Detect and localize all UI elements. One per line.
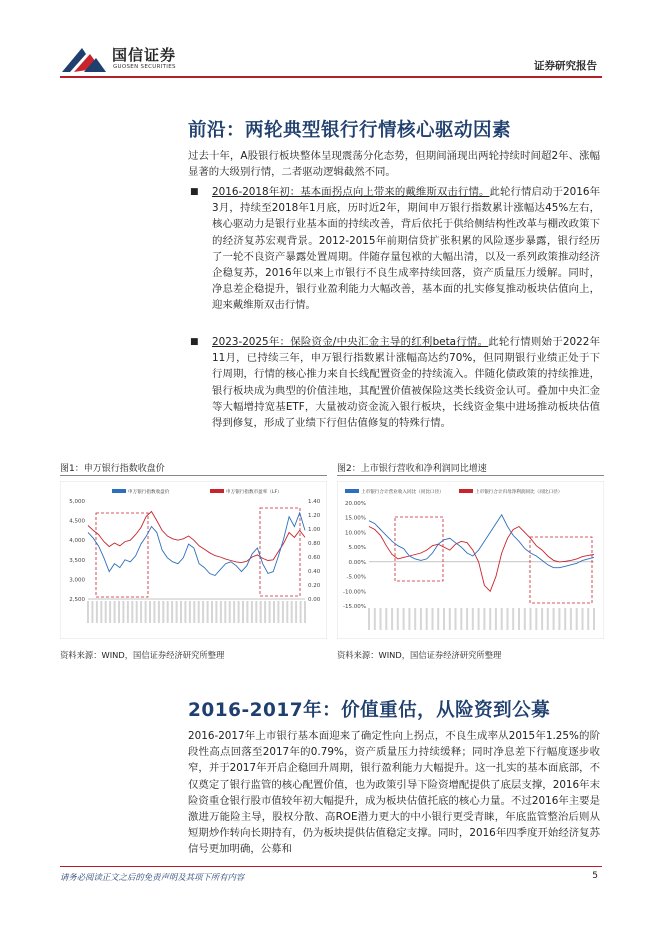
chart1-date-tick [211, 601, 213, 623]
chart2-date-tick [385, 608, 387, 630]
chart1-date-tick [122, 601, 124, 623]
bank-index-close-chart [60, 481, 327, 639]
bullet-body-2023-2025: 此轮行情则始于2022年11月，已持续三年，申万银行指数累计涨幅高达约70%，但同期银行业绩正处于下行周期，行情的核心推力来自长线配置资金的持续流入。伴随化债政策的持续推进，银行板块成为典型的价值洼地，其配置价值被保险这类长线资金认可。叠加中央汇金等大幅增持宽基ETF，大量被动资金流入银行板块，长线资金集中进场推动板块估值得到修复，形成了业绩下行但估值修复的特殊行情。 [212, 336, 600, 430]
chart2-date-tick [426, 608, 428, 630]
chart1-date-tick [158, 601, 160, 623]
bullet-lead-2016-2018: 2016-2018年初：基本面拐点向上带来的戴维斯双击行情。 [212, 186, 490, 198]
chart1-right-tick: 1.20 [308, 513, 321, 519]
chart1-date-tick [162, 601, 164, 623]
chart1-date-tick [260, 601, 262, 623]
chart1-date-tick [131, 601, 133, 623]
chart2-y-tick: 5.00% [348, 545, 366, 552]
chart2-date-tick [512, 608, 514, 630]
chart1-right-tick: 0.80 [308, 541, 321, 547]
chart1-date-tick [215, 601, 217, 623]
chart1-date-tick [127, 601, 129, 623]
chart1-date-tick [140, 601, 142, 623]
figure1-title: 图1：申万银行指数收盘价 [60, 464, 165, 474]
chart2-date-tick [564, 608, 566, 630]
chart2-date-tick [449, 608, 451, 630]
chart1-date-tick [202, 601, 204, 623]
chart1-left-tick: 4,500 [69, 518, 85, 525]
figure2-source: 资料来源：WIND，国信证券经济研究所整理 [337, 650, 502, 660]
chart1-legend-swatch-pb [210, 489, 224, 493]
section-title-2016-2017: 2016-2017年：价值重估，从险资到公募 [188, 700, 551, 721]
chart2-date-tick [443, 608, 445, 630]
chart2-date-tick [420, 608, 422, 630]
header-divider [60, 76, 602, 78]
guosen-logo [60, 42, 200, 76]
bullet-item-2023-2025 [212, 334, 600, 431]
chart1-date-tick [220, 601, 222, 623]
figure1-chart [60, 481, 327, 639]
chart1-date-tick [269, 601, 271, 623]
chart1-date-tick [300, 601, 302, 623]
bullet-body-2016-2018: 此轮行情启动于2016年3月，持续至2018年1月底，历时近2年，期间申万银行指数累计涨幅达45%左右，核心驱动力是银行业基本面的持续改善，背后依托于供给侧结构性改革与棚改政策下的经济复苏宏观背景。2012-2015年前期信贷扩张积累的风险逐步暴露，银行经历了一轮不良资产暴露处置周期。伴随存量包袱的大幅出清，以及一系列政策推动经济企稳复苏，2016年以来上市银行不良生成率持续回落，资产质量压力缓解。同时，净息差企稳提升，银行业盈利能力大幅改善，基本面的扎实修复推动板块估值向上，迎来戴维斯双击行情。 [212, 186, 600, 312]
chart2-y-tick: 0.00% [348, 559, 366, 566]
chart2-date-tick [541, 608, 543, 630]
chart1-date-tick [233, 601, 235, 623]
chart1-date-tick [167, 601, 169, 623]
chart1-legend-swatch-close [112, 489, 126, 493]
chart2-date-tick [466, 608, 468, 630]
chart2-date-tick [391, 608, 393, 630]
chart1-right-tick: 0.40 [308, 569, 321, 575]
chart1-date-tick [246, 601, 248, 623]
chart1-date-tick [189, 601, 191, 623]
brand-name-en: GUOSEN SECURITIES [113, 64, 176, 70]
chart1-date-tick [193, 601, 195, 623]
chart1-left-tick: 3,000 [69, 577, 85, 584]
figure1-top-rule [60, 475, 327, 476]
chart1-date-tick [118, 601, 120, 623]
chart1-date-tick [153, 601, 155, 623]
chart1-date-tick [224, 601, 226, 623]
section-title-frontier: 前沿：两轮典型银行行情核心驱动因素 [188, 120, 512, 141]
chart2-date-tick [478, 608, 480, 630]
guosen-logo-icon [60, 42, 110, 76]
chart1-right-tick: 0.00 [308, 597, 321, 603]
chart1-date-tick [255, 601, 257, 623]
section2-paragraph: 2016-2017年上市银行基本面迎来了确定性向上拐点，不良生成率从2015年1.25%的阶段性高点回落至2017年的0.79%，资产质量压力持续缓释；同时净息差下行幅度逐步收窄，并于2017年开启企稳回升周期，银行盈利能力大幅提升。这一扎实的基本面底部，不仅奠定了银行监管的核心配置价值，也为政策引导下险资增配提供了底层支撑，2016年末险资重仓银行股市值较年初大幅提升，成为板块估值托底的核心力量。不过2016年主要是激进万能险主导，股权分散、高ROE潜力更大的中小银行更受青睐，年底监管整治后则从短期炒作转向长期持有，仍为板块提供估值稳定支撑。同时，2016年四季度开始经济复苏信号更加明确，公募和 [188, 730, 600, 856]
brand-name-cn: 国信证券 [112, 46, 177, 64]
chart1-date-tick [114, 601, 116, 623]
chart2-y-tick: -10.00% [343, 589, 366, 596]
intro-paragraph: 过去十年，A股银行板块整体呈现震荡分化态势，但期间涌现出两轮持续时间超2年、涨幅显著的大级别行情，二者驱动逻辑截然不同。 [188, 150, 600, 179]
chart1-date-tick [180, 601, 182, 623]
chart2-y-tick: 15.00% [345, 515, 366, 522]
figure2-chart [337, 481, 604, 639]
chart2-frame [337, 481, 604, 639]
chart2-y-tick: -5.00% [346, 574, 366, 581]
chart1-date-tick [207, 601, 209, 623]
chart1-date-tick [176, 601, 178, 623]
chart2-date-tick [593, 608, 595, 630]
chart2-date-tick [518, 608, 520, 630]
chart2-date-tick [501, 608, 503, 630]
chart2-date-tick [524, 608, 526, 630]
page-number: 5 [592, 871, 598, 881]
chart2-date-tick [576, 608, 578, 630]
report-type-label: 证券研究报告 [534, 60, 597, 72]
chart1-date-tick [291, 601, 293, 623]
chart1-right-tick: 0.20 [308, 583, 321, 589]
figure2-top-rule [337, 475, 604, 476]
chart2-date-tick [408, 608, 410, 630]
chart2-date-tick [582, 608, 584, 630]
chart2-date-tick [530, 608, 532, 630]
chart2-date-tick [472, 608, 474, 630]
chart2-date-tick [380, 608, 382, 630]
chart1-legend-pb: 申万银行指数市盈率（LF） [226, 490, 282, 495]
chart1-date-tick [282, 601, 284, 623]
chart1-date-tick [273, 601, 275, 623]
chart1-date-tick [242, 601, 244, 623]
chart2-date-tick [437, 608, 439, 630]
chart1-date-tick [295, 601, 297, 623]
chart1-date-tick [105, 601, 107, 623]
chart2-date-tick [460, 608, 462, 630]
chart1-date-tick [229, 601, 231, 623]
chart1-date-tick [87, 601, 89, 623]
chart1-left-tick: 4,000 [69, 538, 85, 545]
footer-divider [60, 866, 602, 867]
chart1-date-tick [145, 601, 147, 623]
page-header [0, 0, 662, 80]
chart1-date-tick [96, 601, 98, 623]
chart2-date-tick [507, 608, 509, 630]
bullet-item-2016-2018 [212, 184, 600, 314]
chart1-date-tick [251, 601, 253, 623]
chart1-left-tick: 3,500 [69, 557, 85, 564]
chart2-date-tick [455, 608, 457, 630]
chart1-right-tick: 0.60 [308, 555, 321, 561]
chart1-date-tick [184, 601, 186, 623]
chart2-y-tick: -15.00% [343, 604, 366, 610]
chart2-date-tick [483, 608, 485, 630]
chart2-y-tick: 10.00% [345, 530, 366, 537]
chart1-date-tick [109, 601, 111, 623]
chart1-date-tick [264, 601, 266, 623]
chart1-right-tick: 1.40 [308, 499, 321, 505]
figure2-title: 图2：上市银行营收和净利润同比增速 [337, 464, 487, 474]
chart1-date-tick [136, 601, 138, 623]
chart2-date-tick [558, 608, 560, 630]
chart2-date-tick [414, 608, 416, 630]
chart2-date-tick [495, 608, 497, 630]
chart1-legend-close: 申万银行指数收盘价 [128, 490, 170, 495]
chart1-date-tick [171, 601, 173, 623]
bullet-marker: ■ [190, 337, 199, 347]
chart2-legend-profit-label: 上市银行合计归母净利润同比（同比口径） [475, 490, 563, 495]
chart2-date-tick [397, 608, 399, 630]
chart2-legend-revenue: 上市银行合计营业收入同比（同比口径） [361, 490, 444, 495]
chart2-date-tick [553, 608, 555, 630]
chart1-date-tick [286, 601, 288, 623]
chart2-date-tick [374, 608, 376, 630]
chart2-date-tick [368, 608, 370, 630]
chart1-date-tick [198, 601, 200, 623]
chart2-date-tick [432, 608, 434, 630]
chart1-right-tick: 1.00 [308, 527, 321, 533]
chart2-date-tick [535, 608, 537, 630]
chart2-date-tick [570, 608, 572, 630]
bullet-lead-2023-2025: 2023-2025年：保险资金/中央汇金主导的红利beta行情。 [212, 336, 489, 348]
chart2-date-tick [403, 608, 405, 630]
chart2-date-tick [547, 608, 549, 630]
chart1-date-tick [238, 601, 240, 623]
disclaimer-note: 请务必阅读正文之后的免责声明及其项下所有内容 [60, 872, 245, 882]
chart1-left-tick: 5,000 [69, 499, 85, 505]
chart2-date-tick [587, 608, 589, 630]
chart1-date-tick [149, 601, 151, 623]
chart1-date-tick [100, 601, 102, 623]
chart1-date-tick [91, 601, 93, 623]
chart1-date-tick [304, 601, 306, 623]
bullet-marker: ■ [190, 187, 199, 197]
chart2-date-tick [489, 608, 491, 630]
figure1-source: 资料来源：WIND，国信证券经济研究所整理 [60, 650, 225, 660]
chart2-legend-profit [459, 489, 473, 493]
chart1-date-tick [277, 601, 279, 623]
bank-growth-chart [337, 481, 604, 639]
chart2-y-tick: 20.00% [345, 501, 366, 507]
chart1-left-tick: 2,500 [69, 597, 85, 603]
chart2-legend-swatch-revenue [345, 489, 359, 493]
